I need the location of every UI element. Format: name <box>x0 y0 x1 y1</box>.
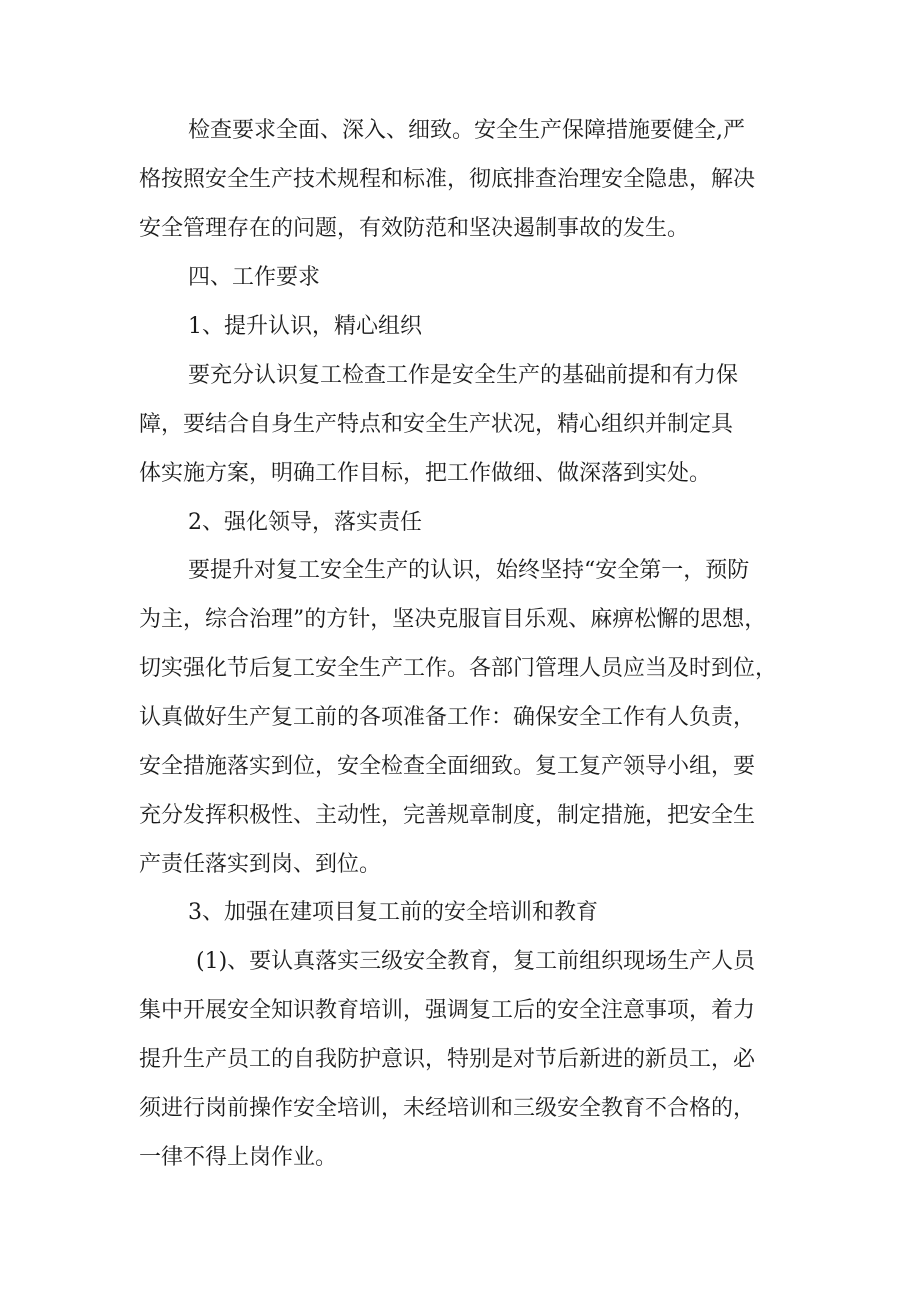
paragraph-line: 安全管理存在的问题，有效防范和坚决遏制事故的发生。 <box>139 216 690 241</box>
paragraph-line: (1)、要认真落实三级安全教育，复工前组织现场生产人员 <box>196 949 756 974</box>
paragraph-line: 切实强化节后复工安全生产工作。各部门管理人员应当及时到位， <box>139 656 778 681</box>
paragraph-line: 要充分认识复工检查工作是安全生产的基础前提和有力保 <box>188 363 739 388</box>
paragraph-line: 提升生产员工的自我防护意识，特别是对节后新进的新员工，必 <box>139 1047 756 1072</box>
paragraph-line: 障，要结合自身生产特点和安全生产状况，精心组织并制定具 <box>139 412 734 437</box>
paragraph-line: 充分发挥积极性、主动性，完善规章制度，制定措施，把安全生 <box>139 803 756 828</box>
subsection-heading: 1、提升认识，精心组织 <box>188 314 422 339</box>
subsection-heading: 3、加强在建项目复工前的安全培训和教育 <box>188 900 598 925</box>
paragraph-line: 体实施方案，明确工作目标，把工作做细、做深落到实处。 <box>139 461 712 486</box>
paragraph-line: 须进行岗前操作安全培训，未经培训和三级安全教育不合格的， <box>139 1096 756 1121</box>
paragraph-line: 产责任落实到岗、到位。 <box>139 852 382 877</box>
paragraph-line: 要提升对复工安全生产的认识，始终坚持“安全第一，预防 <box>188 558 750 583</box>
paragraph-line: 一律不得上岗作业。 <box>139 1145 338 1170</box>
paragraph-line: 认真做好生产复工前的各项准备工作：确保安全工作有人负责， <box>139 705 756 730</box>
section-heading: 四、工作要求 <box>188 265 321 290</box>
paragraph-line: 格按照安全生产技术规程和标准，彻底排查治理安全隐患，解决 <box>139 167 756 192</box>
paragraph-line: 集中开展安全知识教育培训，强调复工后的安全注意事项，着力 <box>139 998 756 1023</box>
paragraph-line: 安全措施落实到位，安全检查全面细致。复工复产领导小组，要 <box>139 754 756 779</box>
paragraph-line: 为主，综合治理”的方针，坚决克服盲目乐观、麻痹松懈的思想， <box>139 607 767 632</box>
paragraph-line: 检查要求全面、深入、细致。安全生产保障措施要健全,严 <box>188 118 745 143</box>
subsection-heading: 2、强化领导，落实责任 <box>188 510 422 535</box>
